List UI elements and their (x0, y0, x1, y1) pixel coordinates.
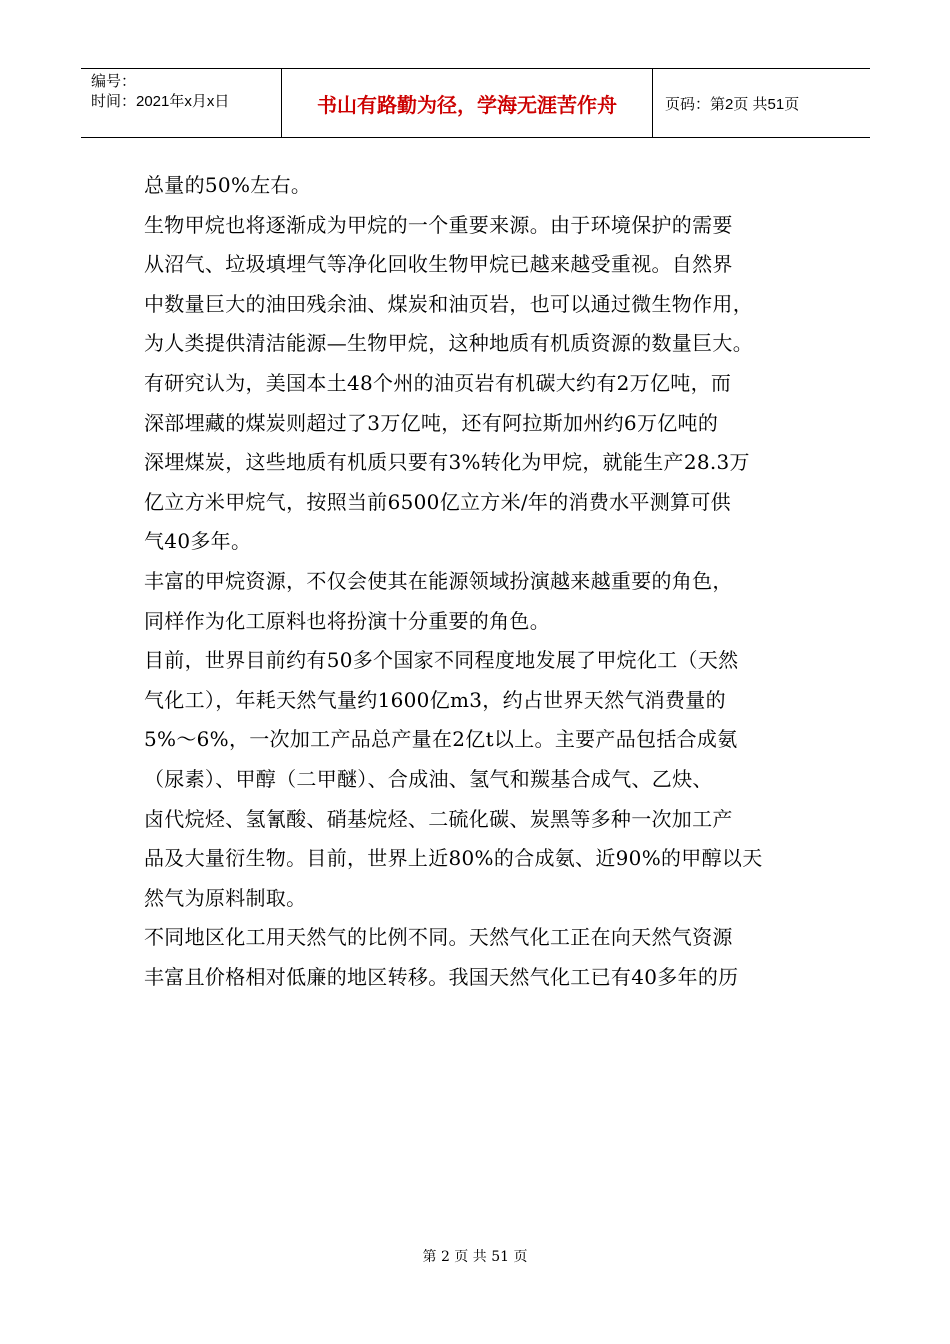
date-label: 时间：2021年x月x日 (91, 93, 230, 110)
body-line: （尿素）、甲醇（二甲醚）、合成油、氢气和羰基合成气、乙炔、 (144, 766, 713, 791)
document-body (144, 166, 814, 997)
header-meta-cell (81, 69, 281, 137)
body-line: 然气为原料制取。 (144, 885, 307, 910)
motto-text: 书山有路勤为径，学海无涯苦作舟 (317, 92, 617, 117)
body-line: 深部埋藏的煤炭则超过了3万亿吨，还有阿拉斯加州约6万亿吨的 (144, 410, 719, 435)
body-line: 为人类提供清洁能源—生物甲烷，这种地质有机质资源的数量巨大。 (144, 331, 753, 356)
body-line: 总量的50%左右。 (144, 173, 312, 197)
header-motto-cell (281, 69, 653, 137)
serial-number-label: 编号： (91, 73, 137, 90)
body-line: 卤代烷烃、氢氰酸、硝基烷烃、二硫化碳、炭黑等多种一次加工产 (144, 806, 733, 831)
body-line: 有研究认为，美国本土48个州的油页岩有机碳大约有2万亿吨，而 (144, 370, 732, 395)
body-line: 气化工），年耗天然气量约1600亿m3，约占世界天然气消费量的 (144, 687, 726, 712)
document-header (81, 68, 870, 138)
body-line: 生物甲烷也将逐渐成为甲烷的一个重要来源。由于环境保护的需要 (144, 212, 733, 237)
body-line: 同样作为化工原料也将扮演十分重要的角色。 (144, 608, 550, 633)
body-line: 5%～6%，一次加工产品总产量在2亿t以上。主要产品包括合成氨 (144, 727, 738, 752)
page-info-label: 页码：第2页 共51页 (665, 95, 800, 113)
body-line: 丰富且价格相对低廉的地区转移。我国天然气化工已有40多年的历 (144, 964, 739, 989)
body-line: 气40多年。 (144, 529, 252, 554)
page-footer: 第 2 页 共 51 页 (422, 1249, 528, 1265)
body-line: 中数量巨大的油田残余油、煤炭和油页岩，也可以通过微生物作用， (144, 291, 753, 316)
body-line: 深埋煤炭，这些地质有机质只要有3%转化为甲烷，就能生产28.3万 (144, 450, 750, 475)
body-line: 亿立方米甲烷气，按照当前6500亿立方米/年的消费水平测算可供 (144, 489, 731, 514)
body-line: 不同地区化工用天然气的比例不同。天然气化工正在向天然气资源 (144, 925, 733, 950)
body-line: 丰富的甲烷资源，不仅会使其在能源领域扮演越来越重要的角色， (144, 568, 733, 593)
header-page-cell (653, 69, 870, 137)
body-line: 目前，世界目前约有50多个国家不同程度地发展了甲烷化工（天然 (144, 648, 739, 673)
body-line: 从沼气、垃圾填埋气等净化回收生物甲烷已越来越受重视。自然界 (144, 252, 733, 277)
body-line: 品及大量衍生物。目前，世界上近80%的合成氨、近90%的甲醇以天 (144, 846, 763, 871)
